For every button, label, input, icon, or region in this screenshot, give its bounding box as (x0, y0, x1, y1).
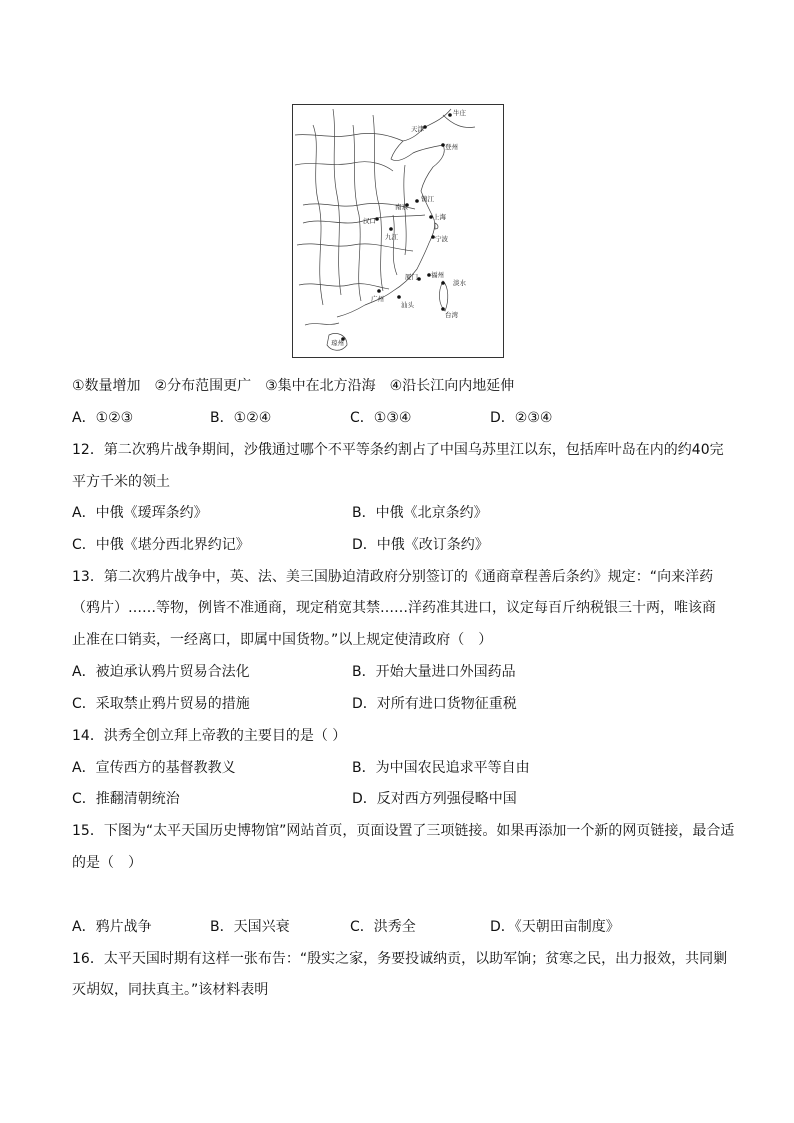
city-label-dengzhou: 登州 (445, 143, 458, 151)
q15-option-d[interactable]: D．《天朝田亩制度》 (490, 919, 620, 935)
q12-option-b[interactable]: B．中俄《北京条约》 (352, 505, 488, 521)
city-label-shantou: 汕头 (401, 301, 414, 309)
city-label-danshui: 淡水 (453, 279, 466, 287)
q13-option-b[interactable]: B．开始大量进口外国药品 (352, 664, 516, 680)
city-label-shanghai: 上海 (433, 213, 446, 221)
q13-stem-line3: 止准在口销卖，一经离口，即属中国货物。”以上规定使清政府（ ） (72, 632, 493, 648)
q13-option-a[interactable]: A．被迫承认鸦片贸易合法化 (72, 664, 250, 680)
city-label-hankou: 汉口 (363, 217, 376, 225)
q14-option-d[interactable]: D．反对西方列强侵略中国 (352, 791, 517, 807)
q11-option-b[interactable]: B．①②④ (210, 410, 272, 426)
q13-option-d[interactable]: D．对所有进口货物征重税 (352, 696, 517, 712)
city-label-qiongzhou: 琼州 (331, 339, 344, 347)
map-drawing (293, 105, 503, 357)
q14-option-a[interactable]: A．宣传西方的基督教教义 (72, 760, 236, 776)
q14-option-b[interactable]: B．为中国农民追求平等自由 (352, 760, 530, 776)
city-label-tianjin: 天津 (411, 125, 424, 133)
q12-option-a[interactable]: A．中俄《瑷珲条约》 (72, 505, 208, 521)
q13-stem-line2: （鸦片）……等物，例皆不准通商，现定稍宽其禁……洋药准其进口，议定每百斤纳税银三十两，唯该商 (72, 600, 716, 616)
q16-stem-line1: 16．太平天国时期有这样一张布告：“殷实之家，务要投诚纳贡，以助军饷；贫寒之民，出力报效，共同剿 (72, 951, 728, 967)
q11-option-a[interactable]: A．①②③ (72, 410, 134, 426)
q11-statements: ①数量增加 ②分布范围更广 ③集中在北方沿海 ④沿长江向内地延伸 (72, 378, 515, 394)
q14-option-c[interactable]: C．推翻清朝统治 (72, 791, 180, 807)
treaty-ports-map (292, 104, 504, 358)
city-label-zhenjiang: 镇江 (421, 195, 434, 203)
q13-stem-line1: 13．第二次鸦片战争中，英、法、美三国胁迫清政府分别签订的《通商章程善后条约》规定：“向来洋药 (72, 569, 714, 585)
city-label-taiwan: 台湾 (445, 311, 458, 319)
q13-option-c[interactable]: C．采取禁止鸦片贸易的措施 (72, 696, 250, 712)
city-label-guangzhou: 广州 (371, 295, 384, 303)
city-label-fuzhou: 福州 (431, 271, 444, 279)
q12-option-d[interactable]: D．中俄《改订条约》 (352, 537, 489, 553)
q15-stem-line2: 的是（ ） (72, 855, 142, 871)
q12-stem-line1: 12．第二次鸦片战争期间，沙俄通过哪个不平等条约割占了中国乌苏里江以东，包括库叶岛在内的约40完 (72, 442, 724, 458)
q16-stem-line2: 灭胡奴，同扶真主。”该材料表明 (72, 982, 269, 998)
q12-option-c[interactable]: C．中俄《堪分西北界约记》 (72, 537, 250, 553)
city-label-xiamen: 厦门 (405, 273, 418, 281)
q11-option-d[interactable]: D．②③④ (490, 410, 553, 426)
city-label-niuzhuang: 牛庄 (453, 109, 466, 117)
q15-stem-line1: 15．下图为“太平天国历史博物馆”网站首页，页面设置了三项链接。如果再添加一个新的网页链接，最合适 (72, 823, 735, 839)
city-label-ningbo: 宁波 (435, 235, 448, 243)
q14-stem-line1: 14．洪秀全创立拜上帝教的主要目的是（ ） (72, 728, 347, 744)
city-label-nanjing: 南京 (395, 203, 408, 211)
q12-stem-line2: 平方千米的领土 (72, 474, 170, 490)
city-label-jiujiang: 九江 (385, 233, 398, 241)
q15-option-a[interactable]: A．鸦片战争 (72, 919, 152, 935)
q15-option-c[interactable]: C．洪秀全 (350, 919, 416, 935)
q11-option-c[interactable]: C．①③④ (350, 410, 412, 426)
q15-option-b[interactable]: B．天国兴衰 (210, 919, 290, 935)
